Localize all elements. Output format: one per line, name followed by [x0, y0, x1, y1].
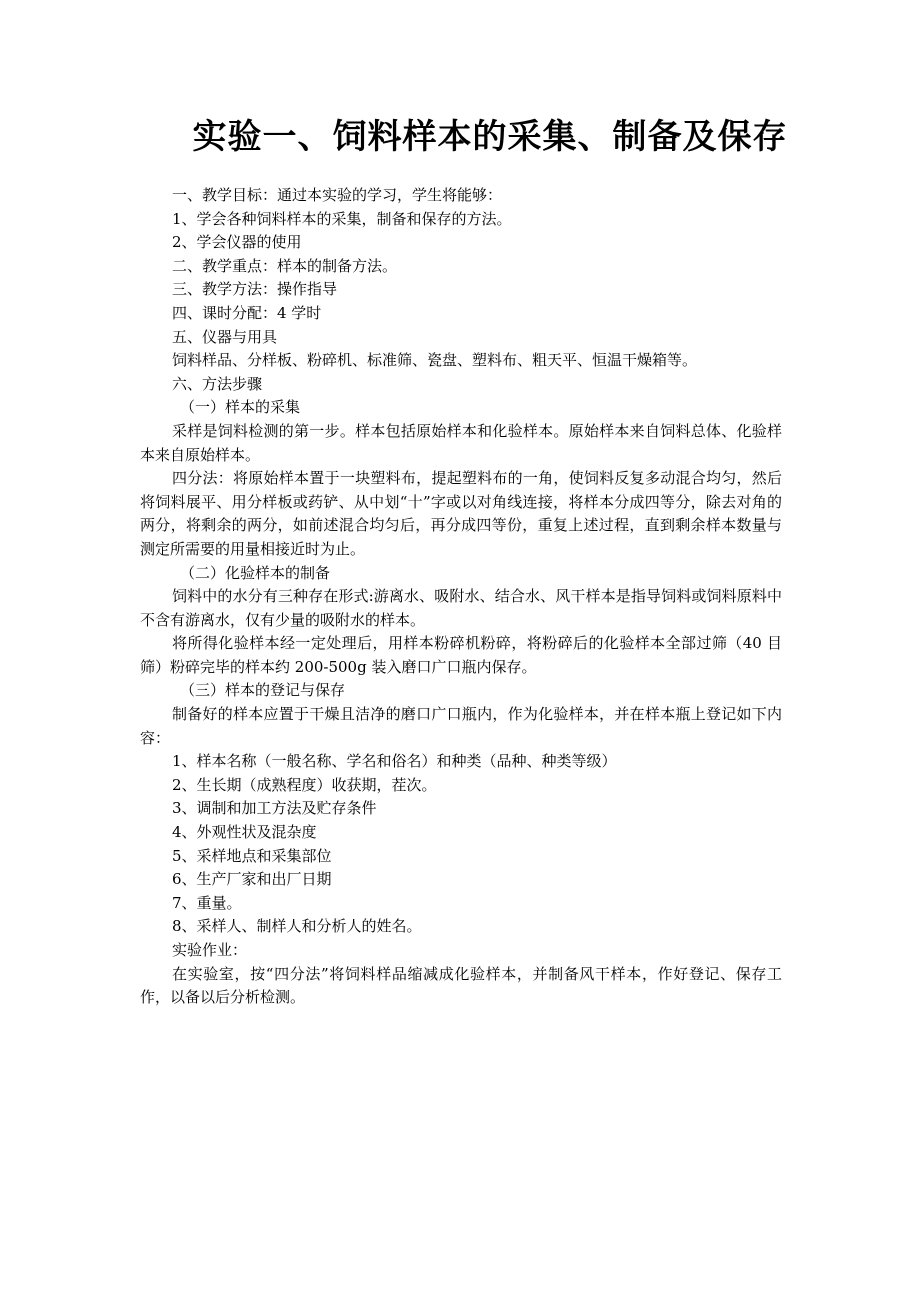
page-title: 实验一、饲料样本的采集、制备及保存	[192, 117, 788, 157]
subsection-heading-3: （三）样本的登记与保存	[180, 681, 346, 700]
paragraph-moisture: 饲料中的水分有三种存在形式:游离水、吸附水、结合水、风干样本是指导饲料或饲料原料中不含有游离水，仅有少量的吸附水的样本。	[140, 587, 782, 629]
class-hours-line: 四、课时分配：4 学时	[172, 303, 322, 322]
registration-item-8: 8、采样人、制样人和分析人的姓名。	[172, 917, 422, 936]
registration-item-3: 3、调制和加工方法及贮存条件	[172, 799, 377, 818]
objective-item-1: 1、学会各种饲料样本的采集，制备和保存的方法。	[172, 209, 512, 228]
registration-item-2: 2、生长期（成熟程度）收获期，茬次。	[172, 775, 437, 794]
paragraph-quartering: 四分法：将原始样本置于一块塑料布，提起塑料布的一角，使饲料反复多动混合均匀，然后将饲料展平、用分样板或药铲、从中划“十”字或以对角线连接，将样本分成四等分，除去对角的两分，将剩余的两分，如前述混合均匀后，再分成四等份，重复上述过程，直到剩余样本数量与测定所需要的用量相接近时为止。	[140, 469, 782, 558]
homework-heading: 实验作业：	[172, 941, 248, 959]
registration-item-4: 4、外观性状及混杂度	[172, 823, 317, 842]
subsection-heading-1: （一）样本的采集	[180, 398, 301, 417]
objective-heading: 一、教学目标：通过本实验的学习，学生将能够：	[172, 186, 503, 204]
registration-item-5: 5、采样地点和采集部位	[172, 846, 332, 865]
paragraph-homework: 在实验室，按“四分法”将饲料样品缩减成化验样本，并制备风干样本，作好登记、保存工作，以备以后分析检测。	[140, 964, 782, 1007]
registration-item-1: 1、样本名称（一般名称、学名和俗名）和种类（品种、种类等级）	[172, 752, 617, 771]
objective-item-2: 2、学会仪器的使用	[172, 233, 302, 252]
key-point-line: 二、教学重点：样本的制备方法。	[172, 256, 398, 275]
registration-item-7: 7、重量。	[172, 893, 242, 912]
subsection-heading-2: （二）化验样本的制备	[180, 563, 331, 582]
registration-item-6: 6、生产厂家和出厂日期	[172, 870, 332, 889]
paragraph-sampling: 采样是饲料检测的第一步。样本包括原始样本和化验样本。原始样本来自饲料总体、化验样本来自原始样本。	[140, 421, 782, 464]
equipment-heading: 五、仪器与用具	[172, 327, 278, 346]
document-body	[140, 184, 782, 1010]
equipment-list: 饲料样品、分样板、粉碎机、标准筛、瓷盘、塑料布、粗天平、恒温干燥箱等。	[172, 351, 698, 370]
steps-heading: 六、方法步骤	[172, 374, 263, 393]
paragraph-storage: 制备好的样本应置于干燥且洁净的磨口广口瓶内，作为化验样本，并在样本瓶上登记如下内容：	[140, 705, 782, 747]
paragraph-grinding: 将所得化验样本经一定处理后，用样本粉碎机粉碎，将粉碎后的化验样本全部过筛（40 目筛）粉碎完毕的样本约 200-500g 装入磨口广口瓶内保存。	[140, 634, 782, 676]
teaching-method-line: 三、教学方法：操作指导	[172, 280, 338, 299]
